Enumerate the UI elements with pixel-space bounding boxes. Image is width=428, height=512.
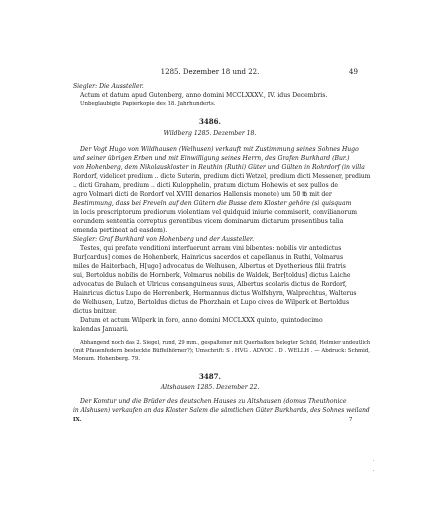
running-header: 1285. Dezember 18 und 22. [160,68,260,76]
body-line: Der Komtur und die Brüder des deutschen Hauses zu Altshausen (domus Theuthonice [80,398,347,405]
footnote-line: (mit Pfauenfedern besteckte Büffelhörner?); Umschrift: S . HVG . ADVOC . D . WELLH . — Abdruck: Schmid, [73,348,370,354]
dating-line: kalendas Januarii. [73,326,129,333]
body-line: eorundem sententia correptus gerentibus vicem dominarum dictarum presentibus talia [73,218,344,225]
body-line: .. dicti Graham, predium .. dicti Kulopphelin, pratum dictum Hohewis et sex pullos de [73,182,339,189]
witness-line: dictus bnitzer. [73,308,117,315]
previous-doc-copy-note: Unbeglaubigte Papierkopie des 18. Jahrhunderts. [80,101,216,107]
doc-number: 3487. [199,372,221,381]
body-line: und seiner übrigen Erben und mit Einwilligung seines Herrn, des Grafen Burkhard (Bur.) [73,155,350,162]
body-line: von Hohenberg, dem Nikolauskloster in Reuthin (Ruthi) Güter und Gülten in Rohrdorf (in villa [73,164,365,171]
footnote-line: Monum. Hohenberg. 79. [73,356,140,362]
previous-doc-dating: Actum et datum apud Gutenberg, anno domini MCCLXXXV., IV. idus Decembris. [80,92,328,99]
volume-mark: IX. [73,417,82,423]
sheet-signature: 7 [349,417,353,423]
doc-place-date: Altshausen 1285. Dezember 22. [160,384,260,391]
doc-number: 3486. [199,117,221,126]
scan-speck [373,460,374,461]
body-line: in Alshusen) verkaufen an das Kloster Salem die sämtlichen Güter Burkhards, des Sohnes weiland [73,407,370,414]
witness-line: de Welhusen, Lutzo, Bertoldus dictus de Phorzhain et Lupo cives de Wilperk et Bertoldus [73,299,350,306]
footnote-line: Abhangend noch das 2. Siegel, rund, 29 mm., gespaltener mit Querbalken belegter Schild, Helmier undeutlich [80,340,371,346]
sealer-line: Siegler: Graf Burkhard von Hohenberg und der Aussteller. [73,236,255,243]
witness-line: sui, Bertoldus nobilis de Hornberk, Volmarus nobilis de Waldek, Ber[toldus] dictus Laiche [73,272,351,279]
body-line: in locis prescriptorum prediorum violentiam vel quidquid iniurie commiserit, convilianorum [73,209,358,216]
witness-line: Testes, qui prefate venditioni interfuerunt arram vini bibentes: nobilis vir antedictus [80,245,342,252]
body-line: Rordorf, videlicet predium .. dicte Suterin, predium dicti Wetzel, predium dicti Messener, predium [73,173,371,180]
body-line: Der Vogt Hugo von Wildhausen (Welhusen) verkauft mit Zustimmung seines Sohnes Hugo [80,146,359,153]
body-line: Bestimmung, dass bei Freveln auf den Gütern die Busse dem Kloster gehöre (si quisquam [73,200,352,207]
scan-speck [373,470,374,471]
page-number: 49 [349,68,358,76]
body-line: agro Volmari dicti de Rordorf vel XVIII denarios Hallensis monete) um 50 ℔ mit der [73,191,332,198]
dating-line: Datum et actum Wilperk in foro, anno domini MCCLXXX quinto, quintodecimo [80,317,323,324]
previous-doc-sealer: Siegler: Die Aussteller. [73,83,144,90]
doc-place-date: Wildberg 1285. Dezember 18. [163,130,257,137]
witness-line: Hainricus dictus Lupo de Herrenberk, Hermannus dictus Wolfshyrn, Walprechtus, Walterus [73,290,357,297]
body-line: emenda pertineat ad easdem). [73,227,168,234]
witness-line: miles de Haiterbach, H[ugo] advocatus de Welhusen, Albertus et Dyetherieus filii fratris [73,263,346,270]
witness-line: advocatus de Bulach et Ulricus consanguineus suus, Albertus scolaris dictus de Rordorf, [73,281,347,288]
witness-line: Bur[cardus] comes de Hohenberk, Hainricus sacerdos et capellanus in Ruthi, Volmarus [73,254,344,261]
